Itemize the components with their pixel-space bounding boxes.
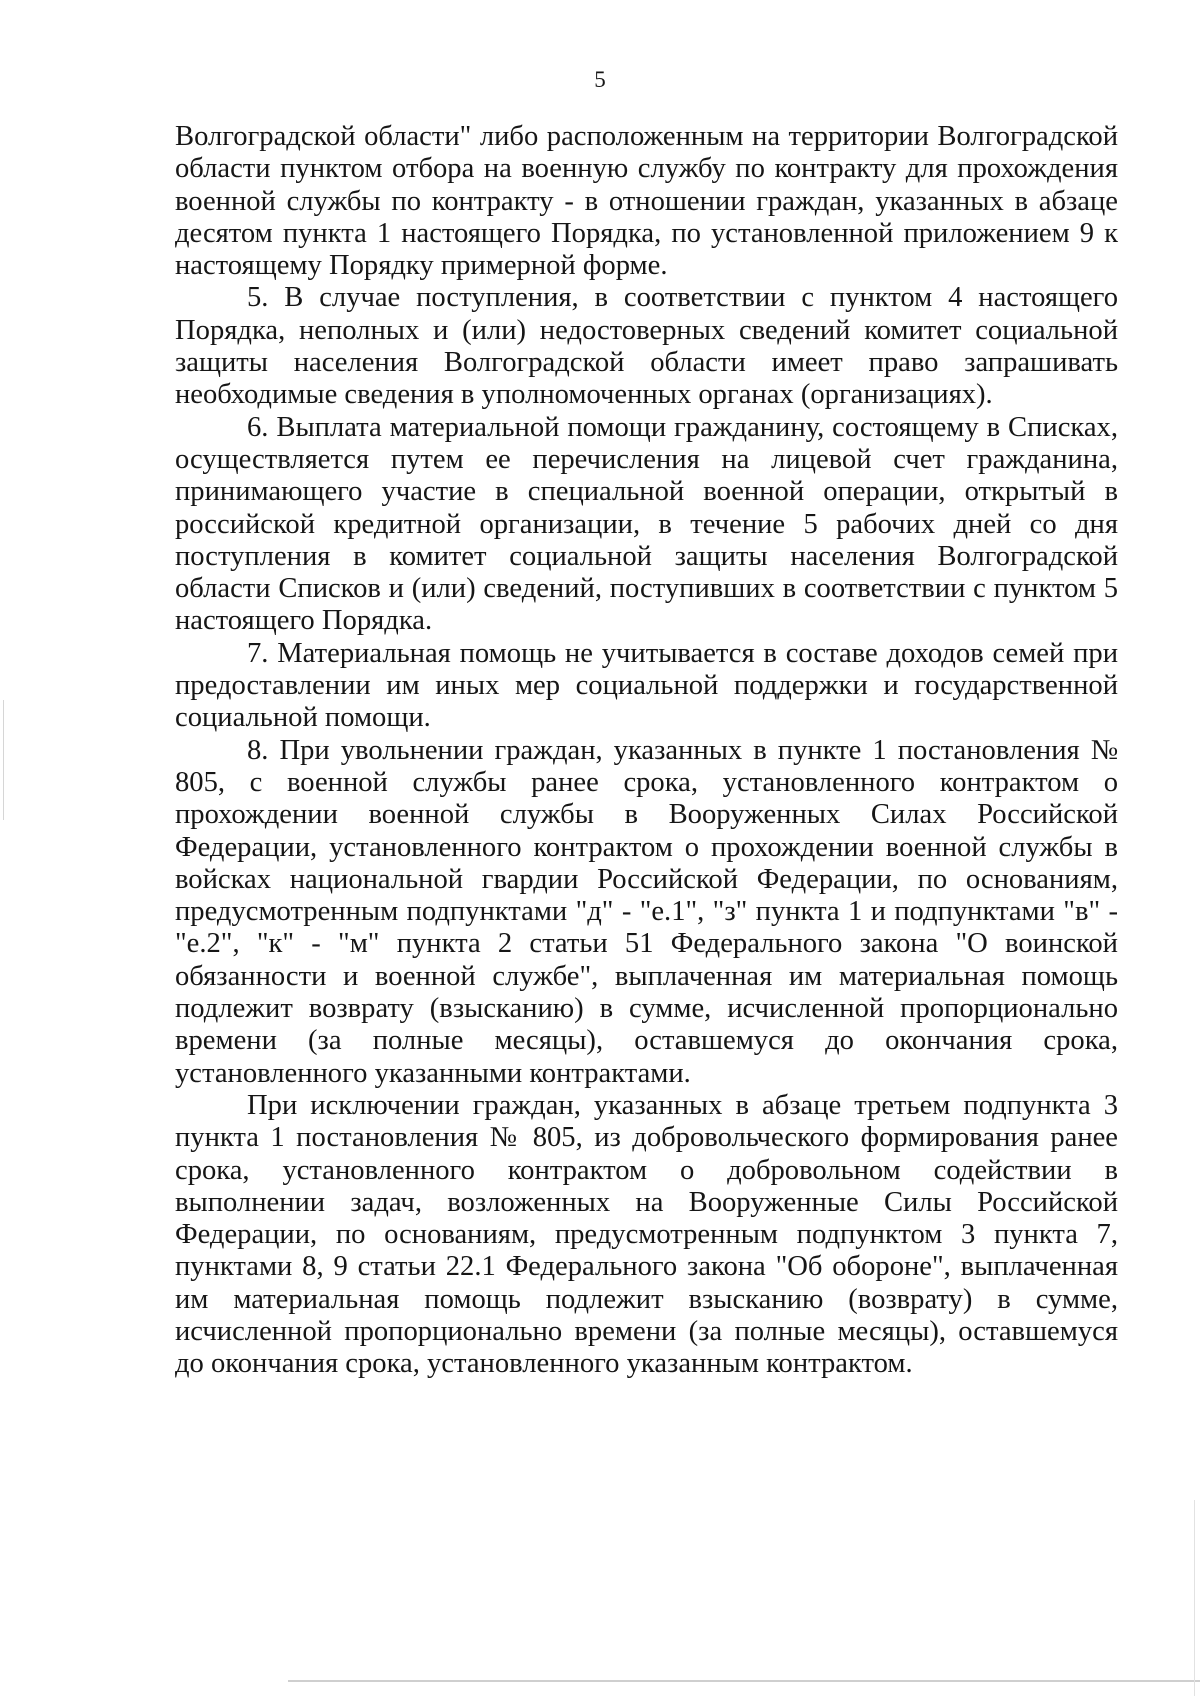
paragraph-item-5: 5. В случае поступления, в соответствии с пунктом 4 настоящего Порядка, неполных и (или) недостоверных сведений комитет социальной защиты населения Волгоградской области имеет право запрашивать необходимые сведения в уполномоченных органах (организациях). xyxy=(175,282,1118,411)
paragraph-item-8: 8. При увольнении граждан, указанных в пункте 1 постановления № 805, с военной службы ранее срока, установленного контрактом о прохождении военной службы в Вооруженных Силах Российской Федерации, установленного контрактом о прохождении военной службы в войсках национальной гвардии Российской Федерации, по основаниям, предусмотренным подпунктами "д" - "е.1", "з" пункта 1 и подпунктами "в" - "е.2", "к" - "м" пункта 2 статьи 51 Федерального закона "О воинской обязанности и военной службе", выплаченная им материальная помощь подлежит возврату (взысканию) в сумме, исчисленной пропорционально времени (за полные месяцы), оставшемуся до окончания срока, установленного указанными контрактами. xyxy=(175,734,1118,1089)
paragraph-continuation: Волгоградской области" либо расположенным на территории Волгоградской области пунктом отбора на военную службу по контракту для прохождения военной службы по контракту - в отношении граждан, указанных в абзаце десятом пункта 1 настоящего Порядка, по установленной приложением 9 к настоящему Порядку примерной форме. xyxy=(175,121,1118,282)
paragraph-item-6: 6. Выплата материальной помощи гражданину, состоящему в Списках, осуществляется путем ее перечисления на лицевой счет гражданина, принимающего участие в специальной военной операции, открытый в российской кредитной организации, в течение 5 рабочих дней со дня поступления в комитет социальной защиты населения Волгоградской области Списков и (или) сведений, поступивших в соответствии с пунктом 5 настоящего Порядка. xyxy=(175,411,1118,637)
scan-edge-mark-right xyxy=(1194,1500,1195,1696)
paragraph-item-8-second: При исключении граждан, указанных в абзаце третьем подпункта 3 пункта 1 постановления № 805, из добровольческого формирования ранее срока, установленного контрактом о добровольном содействии в выполнении задач, возложенных на Вооруженные Силы Российской Федерации, по основаниям, предусмотренным подпунктом 3 пункта 7, пунктами 8, 9 статьи 22.1 Федерального закона "Об обороне", выплаченная им материальная помощь подлежит взысканию (возврату) в сумме, исчисленной пропорционально времени (за полные месяцы), оставшемуся до окончания срока, установленного указанным контрактом. xyxy=(175,1089,1118,1380)
scan-edge-mark-left xyxy=(3,700,4,820)
document-body xyxy=(175,121,1118,1381)
scan-edge-mark-bottom xyxy=(288,1680,1200,1682)
paragraph-item-7: 7. Материальная помощь не учитывается в составе доходов семей при предоставлении им иных мер социальной поддержки и государственной социальной помощи. xyxy=(175,637,1118,734)
page-number: 5 xyxy=(594,67,606,92)
